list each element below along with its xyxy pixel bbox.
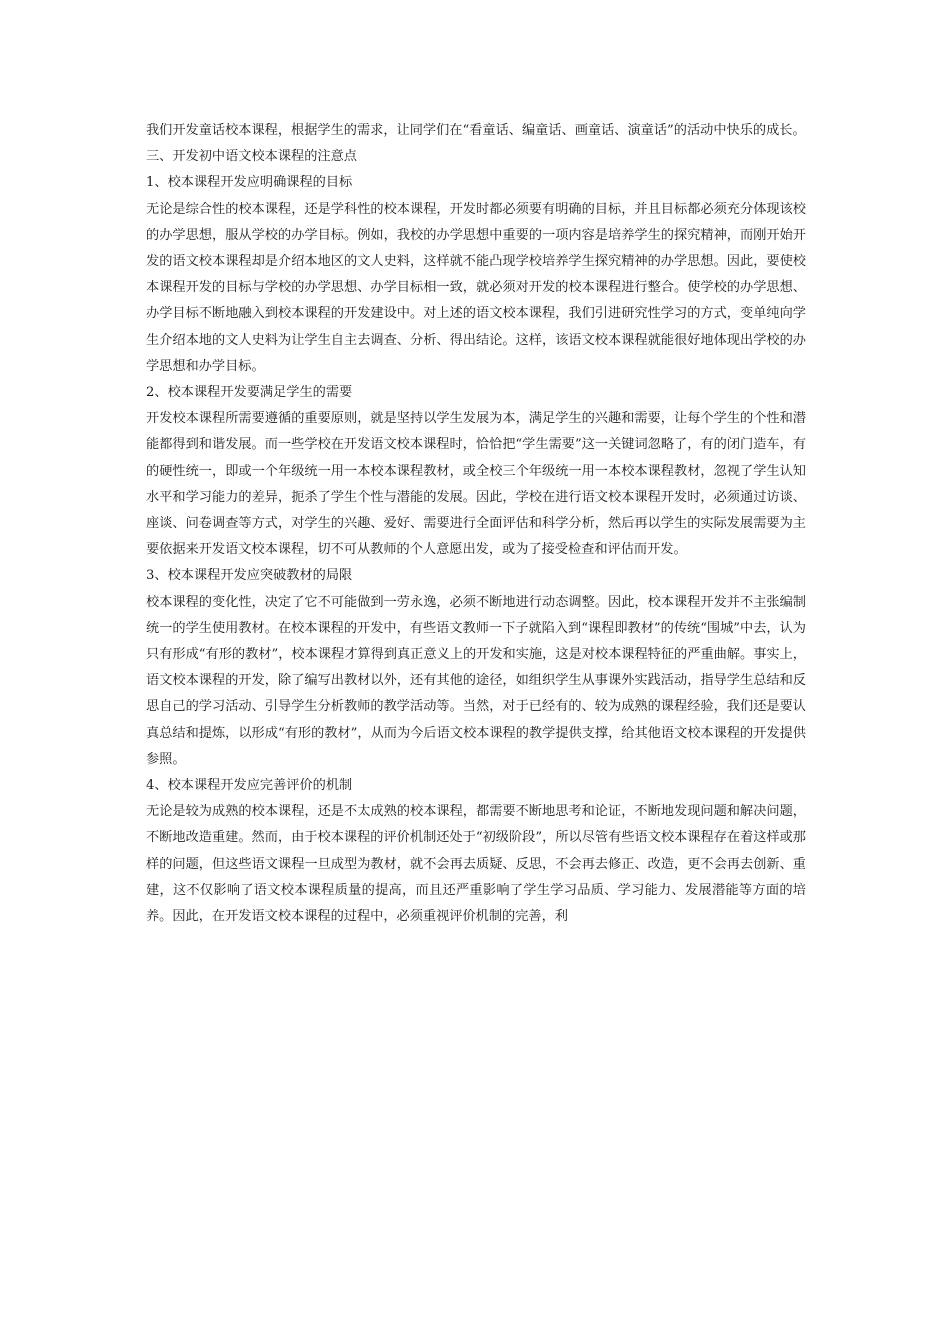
section-heading: 三、开发初中语文校本课程的注意点	[146, 149, 357, 165]
body-paragraph: 无论是较为成熟的校本课程，还是不太成熟的校本课程，都需要不断地思考和论证，不断地发现问题和解决问题，不断地改造重建。然而，由于校本课程的评价机制还处于“初级阶段”，所以尽管有些语文校本课程存在着这样或那样的问题，但这些语文课程一旦成型为教材，就不会再去质疑、反思，不会再去修正、改造，更不会再去创新、重建，这不仅影响了语文校本课程质量的提高，而且还严重影响了学生学习品质、学习能力、发展潜能等方面的培养。因此，在开发语文校本课程的过程中，必须重视评价机制的完善，利	[146, 804, 806, 925]
subsection-heading: 3、校本课程开发应突破教材的局限	[146, 568, 353, 584]
document-body	[146, 118, 806, 930]
body-paragraph: 开发校本课程所需要遵循的重要原则，就是坚持以学生发展为本，满足学生的兴趣和需要，让每个学生的个性和潜能都得到和谐发展。而一些学校在开发语文校本课程时，恰恰把“学生需要”这一关键词忽略了，有的闭门造车，有的硬性统一，即或一个年级统一用一本校本课程教材，或全校三个年级统一用一本校本课程教材，忽视了学生认知水平和学习能力的差异，扼杀了学生个性与潜能的发展。因此，学校在进行语文校本课程开发时，必须通过访谈、座谈、问卷调查等方式，对学生的兴趣、爱好、需要进行全面评估和科学分析，然后再以学生的实际发展需要为主要依据来开发语文校本课程，切不可从教师的个人意愿出发，或为了接受检查和评估而开发。	[146, 411, 806, 558]
body-paragraph: 校本课程的变化性，决定了它不可能做到一劳永逸，必须不断地进行动态调整。因此，校本课程开发并不主张编制统一的学生使用教材。在校本课程的开发中，有些语文教师一下子就陷入到“课程即教材”的传统“围城”中去，认为只有形成“有形的教材”，校本课程才算得到真正意义上的开发和实施，这是对校本课程特征的严重曲解。事实上，语文校本课程的开发，除了编写出教材以外，还有其他的途径，如组织学生从事课外实践活动，指导学生总结和反思自己的学习活动、引导学生分析教师的教学活动等。当然，对于已经有的、较为成熟的课程经验，我们还是要认真总结和提炼，以形成“有形的教材”，从而为今后语文校本课程的教学提供支撑，给其他语文校本课程的开发提供参照。	[146, 594, 806, 767]
subsection-heading: 2、校本课程开发要满足学生的需要	[146, 385, 353, 401]
subsection-heading: 1、校本课程开发应明确课程的目标	[146, 175, 353, 191]
subsection-heading: 4、校本课程开发应完善评价的机制	[146, 778, 353, 794]
body-paragraph: 我们开发童话校本课程，根据学生的需求，让同学们在“看童话、编童话、画童话、演童话”的活动中快乐的成长。	[146, 123, 806, 138]
body-paragraph: 无论是综合性的校本课程，还是学科性的校本课程，开发时都必须要有明确的目标，并且目标都必须充分体现该校的办学思想，服从学校的办学目标。例如，我校的办学思想中重要的一项内容是培养学生的探究精神，而刚开始开发的语文校本课程却是介绍本地区的文人史料，这样就不能凸现学校培养学生探究精神的办学思想。因此，要使校本课程开发的目标与学校的办学思想、办学目标相一致，就必须对开发的校本课程进行整合。使学校的办学思想、办学目标不断地融入到校本课程的开发建设中。对上述的语文校本课程，我们引进研究性学习的方式，变单纯向学生介绍本地的文人史料为让学生自主去调查、分析、得出结论。这样，该语文校本课程就能很好地体现出学校的办学思想和办学目标。	[146, 201, 806, 374]
